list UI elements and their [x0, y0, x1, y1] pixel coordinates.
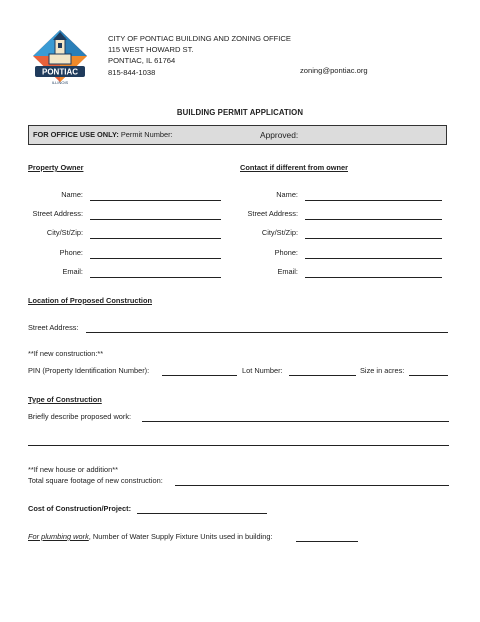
owner-name-field[interactable] [90, 200, 221, 201]
office-email[interactable]: zoning@pontiac.org [300, 66, 368, 75]
logo-wordmark: PONTIAC [42, 67, 78, 77]
contact-email-label: Email: [277, 267, 298, 276]
owner-phone-field[interactable] [90, 258, 221, 259]
contact-phone-label: Phone: [274, 248, 298, 257]
property-owner-heading: Property Owner [28, 163, 84, 172]
contact-street-label: Street Address: [247, 209, 298, 218]
square-footage-field[interactable] [175, 485, 449, 486]
size-acres-field[interactable] [409, 375, 448, 376]
size-acres-label: Size in acres: [360, 366, 405, 375]
location-street-label: Street Address: [28, 323, 79, 332]
contact-name-field[interactable] [305, 200, 442, 201]
office-use-prefix: FOR OFFICE USE ONLY: [33, 130, 119, 139]
cost-label: Cost of Construction/Project: [28, 504, 132, 513]
fixture-units-field[interactable] [296, 541, 358, 542]
owner-city-field[interactable] [90, 238, 221, 239]
square-footage-label: Total square footage of new construction: [28, 476, 163, 485]
contact-phone-field[interactable] [305, 258, 442, 259]
owner-phone-label: Phone: [59, 248, 83, 257]
lot-number-field[interactable] [289, 375, 356, 376]
plumbing-work-label: For plumbing work [28, 532, 89, 541]
permit-number-label: Permit Number: [118, 130, 173, 139]
owner-email-field[interactable] [90, 277, 221, 278]
contact-name-label: Name: [276, 190, 298, 199]
plumbing-label [28, 533, 273, 542]
logo-subtext: ILLINOIS [51, 80, 69, 85]
office-phone: 815-844-1038 [108, 67, 156, 77]
office-use-box [28, 125, 447, 145]
location-street-field[interactable] [86, 332, 448, 333]
office-street: 115 WEST HOWARD ST. [108, 45, 194, 55]
pontiac-logo [31, 28, 89, 90]
form-title: BUILDING PERMIT APPLICATION [176, 108, 304, 117]
construction-type-heading: Type of Construction [28, 395, 102, 404]
cost-field[interactable] [137, 513, 267, 514]
location-heading: Location of Proposed Construction [28, 296, 152, 305]
contact-email-field[interactable] [305, 277, 442, 278]
new-construction-note: **If new construction:** [28, 349, 104, 358]
contact-city-field[interactable] [305, 238, 442, 239]
contact-heading: Contact if different from owner [240, 163, 348, 172]
office-city: PONTIAC, IL 61764 [108, 56, 176, 66]
describe-work-label: Briefly describe proposed work: [28, 412, 132, 421]
approved-label: Approved: [260, 130, 299, 140]
pin-label: PIN (Property Identification Number): [28, 366, 150, 375]
office-name: CITY OF PONTIAC BUILDING AND ZONING OFFICE [108, 34, 291, 43]
pin-field[interactable] [162, 375, 237, 376]
owner-street-field[interactable] [90, 219, 221, 220]
addition-note: **If new house or addition** [28, 465, 118, 474]
owner-street-label: Street Address: [32, 209, 83, 218]
fixture-units-label: , Number of Water Supply Fixture Units used in building: [88, 532, 273, 541]
lot-number-label: Lot Number: [242, 366, 283, 375]
contact-city-label: City/St/Zip: [261, 228, 298, 237]
describe-work-field[interactable] [142, 421, 449, 422]
owner-name-label: Name: [61, 190, 83, 199]
describe-work-field-line2[interactable] [28, 445, 449, 446]
owner-email-label: Email: [62, 267, 83, 276]
owner-city-label: City/St/Zip: [46, 228, 83, 237]
contact-street-field[interactable] [305, 219, 442, 220]
office-address-block [108, 33, 291, 78]
